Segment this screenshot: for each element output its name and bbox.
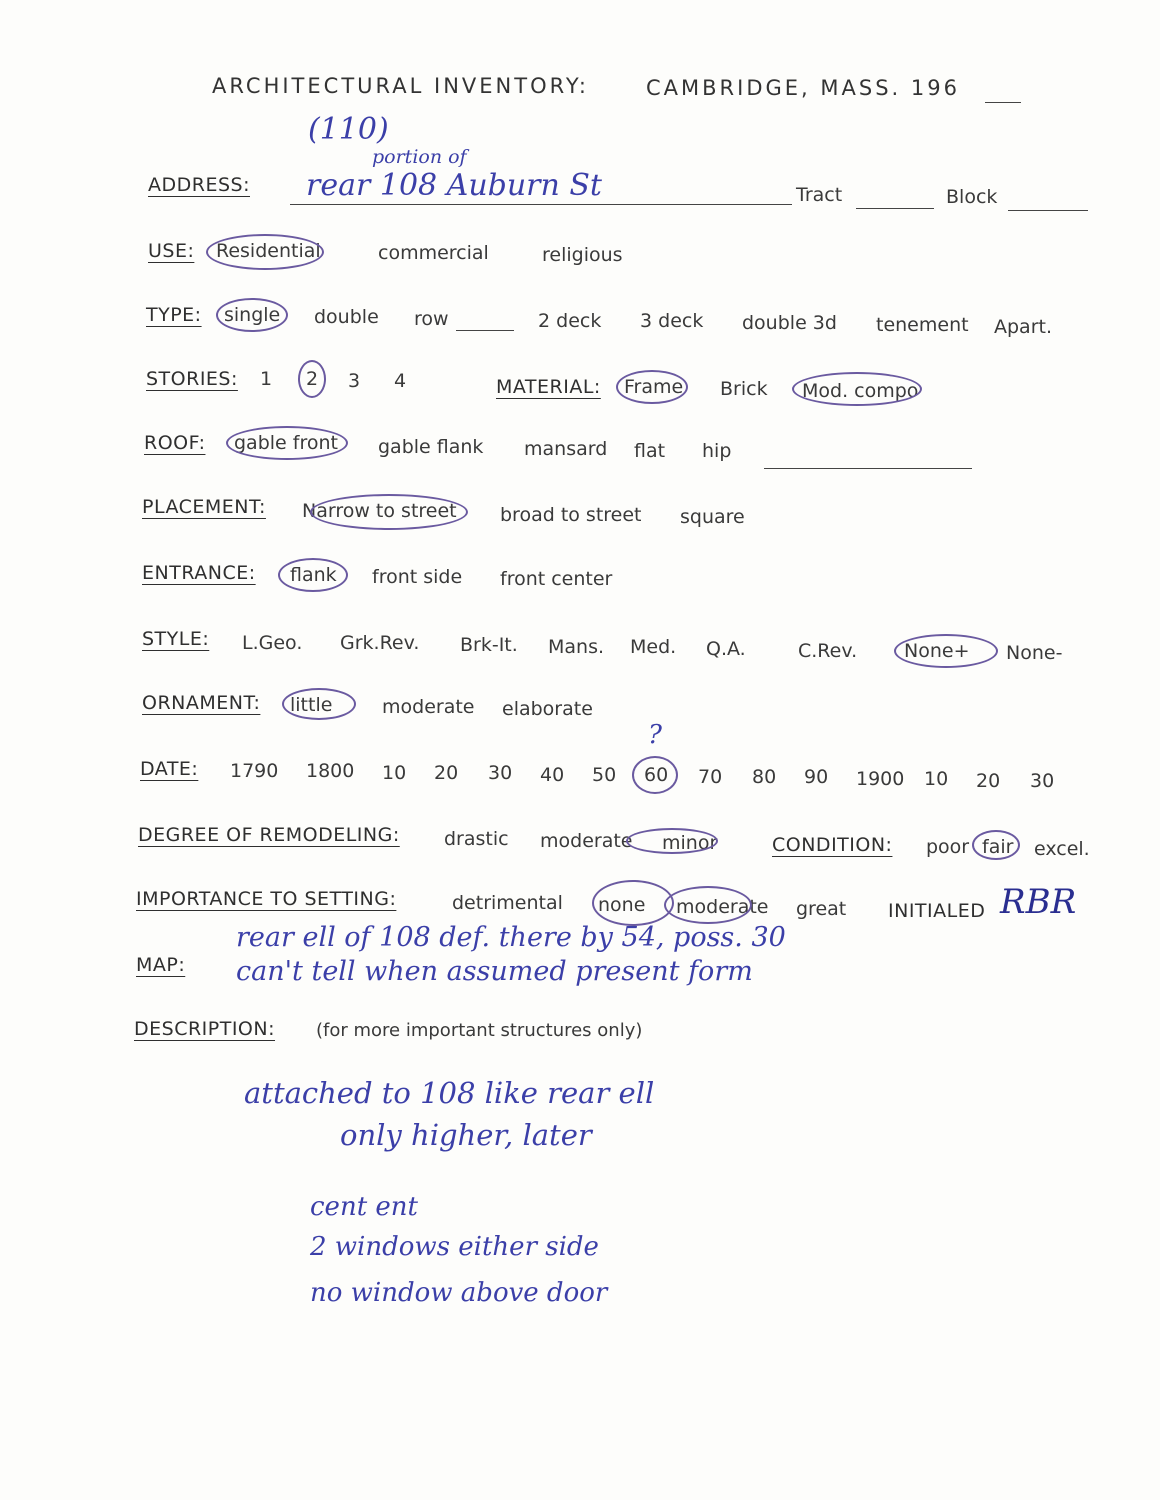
stories-option-3[interactable]: 3 bbox=[348, 370, 361, 392]
description-line-1: attached to 108 like rear ell bbox=[244, 1076, 655, 1110]
date-option-70[interactable]: 70 bbox=[698, 766, 723, 788]
type-option-double[interactable]: double bbox=[314, 306, 379, 328]
remodeling-option-drastic[interactable]: drastic bbox=[444, 828, 509, 850]
roof-selection-circle bbox=[226, 426, 348, 460]
use-selection-circle bbox=[206, 234, 324, 270]
importance-selection-circle-none bbox=[592, 880, 674, 926]
address-insert-handwritten: portion of bbox=[372, 146, 467, 168]
placement-option-square[interactable]: square bbox=[680, 506, 745, 528]
date-option-1800[interactable]: 1800 bbox=[306, 760, 355, 782]
address-label: ADDRESS: bbox=[148, 174, 250, 196]
type-option-apart[interactable]: Apart. bbox=[994, 316, 1053, 338]
type-option-2-deck[interactable]: 2 deck bbox=[538, 310, 602, 332]
use-option-residential[interactable]: Residential bbox=[216, 240, 321, 262]
style-label: STYLE: bbox=[142, 628, 210, 650]
material-selection-circle-compo bbox=[792, 372, 922, 406]
ornament-selection-circle bbox=[282, 688, 356, 720]
map-label: MAP: bbox=[136, 954, 186, 976]
type-option-double-3d[interactable]: double 3d bbox=[742, 312, 837, 334]
importance-option-great[interactable]: great bbox=[796, 898, 847, 920]
date-option-1930[interactable]: 30 bbox=[1030, 770, 1055, 792]
year-blank[interactable] bbox=[985, 102, 1021, 103]
entrance-option-flank[interactable]: flank bbox=[290, 564, 337, 586]
type-label: TYPE: bbox=[146, 304, 202, 326]
style-option-qa[interactable]: Q.A. bbox=[706, 638, 746, 660]
roof-option-hip[interactable]: hip bbox=[702, 440, 732, 462]
condition-option-fair[interactable]: fair bbox=[982, 836, 1014, 858]
remodeling-label: DEGREE OF REMODELING: bbox=[138, 824, 400, 846]
description-note: (for more important structures only) bbox=[316, 1020, 643, 1041]
placement-option-narrow[interactable]: Narrow to street bbox=[302, 500, 457, 522]
material-option-brick[interactable]: Brick bbox=[720, 378, 768, 400]
importance-label: IMPORTANCE TO SETTING: bbox=[136, 888, 397, 910]
date-option-1910[interactable]: 10 bbox=[924, 768, 949, 790]
placement-selection-circle bbox=[310, 494, 468, 530]
style-option-none-minus[interactable]: None- bbox=[1006, 642, 1063, 664]
ornament-label: ORNAMENT: bbox=[142, 692, 261, 714]
importance-option-detrimental[interactable]: detrimental bbox=[452, 892, 563, 914]
date-option-30[interactable]: 30 bbox=[488, 762, 513, 784]
date-label: DATE: bbox=[140, 758, 199, 780]
use-label: USE: bbox=[148, 240, 195, 262]
map-line1-handwritten: rear ell of 108 def. there by 54, poss. 30 bbox=[236, 922, 786, 953]
form-title: ARCHITECTURAL INVENTORY: bbox=[212, 74, 589, 98]
stories-label: STORIES: bbox=[146, 368, 238, 390]
material-option-frame[interactable]: Frame bbox=[624, 376, 684, 398]
remodeling-option-moderate[interactable]: moderate bbox=[540, 830, 633, 852]
style-selection-circle bbox=[894, 634, 998, 668]
tract-field[interactable] bbox=[856, 208, 934, 209]
roof-other-field[interactable] bbox=[764, 468, 972, 469]
date-option-1900[interactable]: 1900 bbox=[856, 768, 905, 790]
entrance-option-front-center[interactable]: front center bbox=[500, 568, 613, 590]
date-selection-circle bbox=[632, 756, 678, 794]
roof-label: ROOF: bbox=[144, 432, 206, 454]
condition-label: CONDITION: bbox=[772, 834, 893, 856]
initialed-label: INITIALED bbox=[888, 900, 986, 922]
type-option-3-deck[interactable]: 3 deck bbox=[640, 310, 704, 332]
date-option-80[interactable]: 80 bbox=[752, 766, 777, 788]
style-option-l-geo[interactable]: L.Geo. bbox=[242, 632, 303, 654]
form-title-city: CAMBRIDGE, MASS. 196 bbox=[646, 76, 960, 100]
condition-selection-circle bbox=[972, 830, 1020, 860]
material-option-mod-compo[interactable]: Mod. compo bbox=[802, 380, 919, 402]
date-option-50[interactable]: 50 bbox=[592, 764, 617, 786]
remodeling-option-minor[interactable]: minor bbox=[662, 832, 718, 854]
type-option-tenement[interactable]: tenement bbox=[876, 314, 969, 336]
date-option-10[interactable]: 10 bbox=[382, 762, 407, 784]
stories-option-2[interactable]: 2 bbox=[306, 368, 319, 390]
date-option-1920[interactable]: 20 bbox=[976, 770, 1001, 792]
style-option-mans[interactable]: Mans. bbox=[548, 636, 605, 658]
style-option-brk-it[interactable]: Brk-It. bbox=[460, 634, 518, 656]
description-line-5: no window above door bbox=[310, 1278, 608, 1308]
type-selection-circle bbox=[216, 298, 288, 332]
stories-option-4[interactable]: 4 bbox=[394, 370, 407, 392]
address-value-handwritten: rear 108 Auburn St bbox=[306, 168, 602, 203]
importance-option-moderate[interactable]: moderate bbox=[676, 896, 769, 918]
date-question-mark: ? bbox=[648, 720, 662, 750]
material-label: MATERIAL: bbox=[496, 376, 601, 398]
tract-label: Tract bbox=[796, 184, 843, 206]
initialed-value-handwritten: RBR bbox=[1000, 882, 1077, 922]
date-option-40[interactable]: 40 bbox=[540, 764, 565, 786]
stories-option-1[interactable]: 1 bbox=[260, 368, 273, 390]
row-blank[interactable] bbox=[456, 330, 514, 331]
block-label: Block bbox=[946, 186, 998, 208]
condition-option-poor[interactable]: poor bbox=[926, 836, 970, 858]
placement-option-broad[interactable]: broad to street bbox=[500, 504, 642, 526]
entrance-label: ENTRANCE: bbox=[142, 562, 256, 584]
roof-option-gable-flank[interactable]: gable flank bbox=[378, 436, 484, 458]
remodeling-selection-circle bbox=[626, 828, 718, 854]
roof-option-flat[interactable]: flat bbox=[634, 440, 666, 462]
date-option-1790[interactable]: 1790 bbox=[230, 760, 279, 782]
type-option-single[interactable]: single bbox=[224, 304, 281, 326]
placement-label: PLACEMENT: bbox=[142, 496, 266, 518]
style-option-med[interactable]: Med. bbox=[630, 636, 677, 658]
condition-option-excel[interactable]: excel. bbox=[1034, 838, 1090, 860]
description-label: DESCRIPTION: bbox=[134, 1018, 276, 1040]
type-option-row[interactable]: row bbox=[414, 308, 449, 330]
address-number-handwritten: (110) bbox=[308, 112, 389, 147]
block-field[interactable] bbox=[1008, 210, 1088, 211]
style-option-none-plus[interactable]: None+ bbox=[904, 640, 970, 662]
entrance-option-front-side[interactable]: front side bbox=[372, 566, 463, 588]
date-option-90[interactable]: 90 bbox=[804, 766, 829, 788]
map-line2-handwritten: can't tell when assumed present form bbox=[236, 956, 753, 987]
date-option-20[interactable]: 20 bbox=[434, 762, 459, 784]
description-line-4: 2 windows either side bbox=[310, 1232, 599, 1262]
material-selection-circle-frame bbox=[616, 370, 688, 404]
importance-selection-circle-moderate bbox=[664, 886, 752, 924]
description-line-2: only higher, later bbox=[340, 1118, 592, 1152]
date-option-60[interactable]: 60 bbox=[644, 764, 669, 786]
description-line-3: cent ent bbox=[310, 1192, 418, 1222]
style-option-grk-rev[interactable]: Grk.Rev. bbox=[340, 632, 420, 654]
importance-option-none[interactable]: none bbox=[598, 894, 646, 916]
use-option-commercial[interactable]: commercial bbox=[378, 242, 489, 264]
entrance-selection-circle bbox=[278, 558, 348, 592]
ornament-option-elaborate[interactable]: elaborate bbox=[502, 698, 593, 720]
style-option-c-rev[interactable]: C.Rev. bbox=[798, 640, 858, 662]
ornament-option-little[interactable]: little bbox=[290, 694, 333, 716]
roof-option-mansard[interactable]: mansard bbox=[524, 438, 608, 460]
roof-option-gable-front[interactable]: gable front bbox=[234, 432, 338, 454]
stories-selection-circle bbox=[298, 360, 326, 398]
use-option-religious[interactable]: religious bbox=[542, 244, 623, 266]
address-field[interactable] bbox=[290, 204, 792, 205]
ornament-option-moderate[interactable]: moderate bbox=[382, 696, 475, 718]
